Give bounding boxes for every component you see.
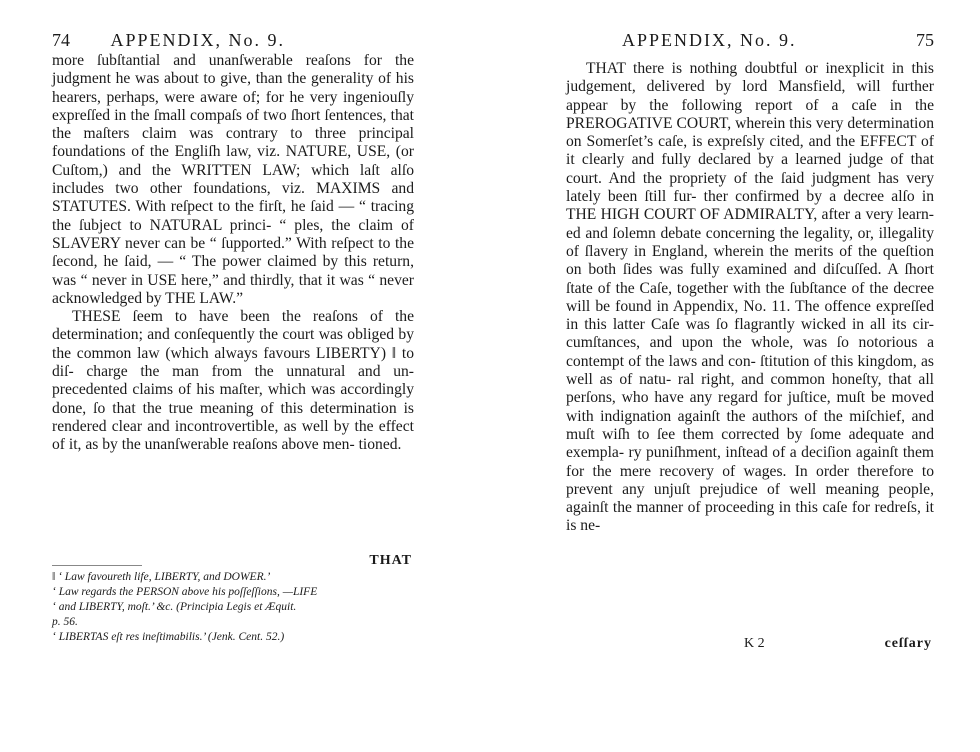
right-running-title: APPENDIX, No. 9. bbox=[622, 30, 797, 50]
footnote-rule bbox=[52, 565, 142, 566]
footnote-line: ‖ ‘ Law favoureth life, LIBERTY, and DOWER.’ bbox=[52, 571, 271, 583]
footnote-line: ‘ LIBERTAS eſt res ineſtimabilis.’ (Jenk. Cent. 52.) bbox=[52, 631, 285, 643]
left-running-title: APPENDIX, No. 9. bbox=[110, 30, 286, 50]
right-paragraph-1: THAT there is nothing doubtful or inexplicit in this judgement, delivered by lord Mansfield, will further appear by the following report of a caſe in the PREROGATIVE COURT, wherein this very determination on Somerſet’s caſe, is expreſsly cited, and the EFFECT of it clearly and fully declared by a learned judge of that court. And the propriety of the ſaid judgment has very lately been ſtill fur- ther confirmed by a decree alſo in THE HIGH COURT OF ADMIRALTY, after a very learn- ed and ſolemn debate concerning the legality, or, illegality of ſlavery in England, wherein the merits of the queſtion on both ſides was fully examined and diſcuſſed. A ſhort ſtate of the Caſe, together with the ſubſtance of the decree will be found in Appendix, No. 11. The offence expreſſed in this latter Caſe was ſo flagrantly wicked in all its cir- cumſtances, and upon the whole, was ſo notorious a contempt of the laws and con- ſtitution of this kingdom, as well as of natu- ral right, and common honeſty, that all perſons, who have any regard for juſtice, muſt be moved with indignation againſt the authors of the miſchief, and muſt wiſh to ſee them corrected by ſome adequate and exempla- ry puniſhment, inſtead of a deciſion againſt them for the mere recovery of wages. In order therefore to prevent any unjuſt prejudice of well meaning people, againſt the manner of proceeding in this caſe for redreſs, it is ne- bbox=[566, 60, 934, 535]
footnote-line: ‘ Law regards the PERSON above his poſſeſſions, —LIFE bbox=[52, 586, 318, 598]
footnote-line: p. 56. bbox=[52, 616, 78, 628]
book-gutter bbox=[490, 0, 491, 752]
right-catchword: ceſſary bbox=[884, 636, 932, 651]
footnote-line: ‘ and LIBERTY, moſt.’ &c. (Principia Legis et Æquit. bbox=[52, 601, 297, 613]
right-page-number: 75 bbox=[916, 30, 934, 50]
left-paragraph-2: THESE ſeem to have been the reaſons of the determination; and conſequently the court was obliged by the common law (which always favours LIBERTY) ‖ to diſ- charge the man from the unnatural and un- precedented claims of his maſter, which was accordingly done, ſo that the true meaning of this determination is rendered clear and incontrovertible, as well by the effect of it, as by the unanſwerable reaſons above men- tioned. bbox=[52, 308, 414, 454]
left-body-text bbox=[52, 52, 414, 455]
left-catchword: THAT bbox=[369, 553, 412, 568]
left-page-number: 74 bbox=[52, 30, 70, 50]
signature-mark: K 2 bbox=[744, 636, 765, 651]
left-paragraph-1: more ſubſtantial and unanſwerable reaſons for the judgment he was about to give, than the generality of his hearers, perhaps, were aware of; for he very ingeniouſly expreſſed in the ſmall compaſs of two ſhort ſentences, that the maſters claim was contrary to three principal foundations of the Engliſh law, viz. NATURE, USE, (or Cuſtom,) and the WRITTEN LAW; which laſt alſo includes two other foundations, viz. MAXIMS and STATUTES. With reſpect to the firſt, he ſaid — “ tracing the ſubject to NATURAL princi- “ ples, the claim of SLAVERY never can be “ ſupported.” With reſpect to the ſecond, he ſaid, — “ The power claimed by this return, was “ never in USE here,” and thirdly, that it was “ never acknowledged by THE LAW.” bbox=[52, 52, 414, 307]
left-running-head bbox=[52, 30, 285, 51]
left-footnotes bbox=[52, 570, 414, 645]
right-body-text bbox=[566, 60, 934, 536]
